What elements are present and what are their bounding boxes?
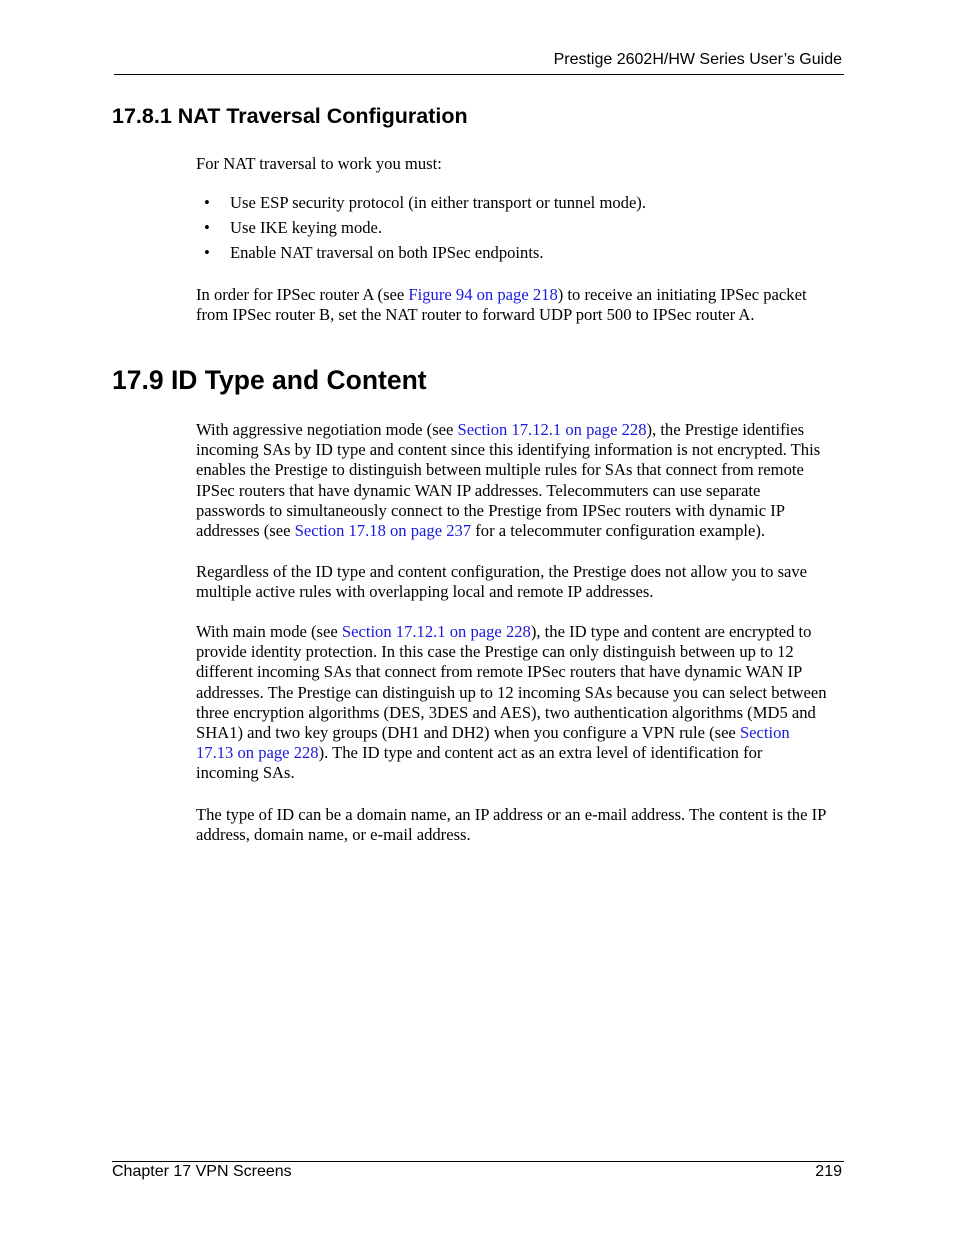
document-title: Prestige 2602H/HW Series User’s Guide — [553, 51, 842, 68]
bullet-icon: • — [204, 218, 210, 237]
list-item — [196, 218, 646, 243]
list-item-text: Enable NAT traversal on both IPSec endpoints. — [230, 243, 544, 262]
nat-requirements-list — [196, 193, 646, 268]
page-header — [114, 50, 844, 75]
page-number: 219 — [815, 1163, 842, 1180]
text-run: With aggressive negotiation mode (see — [196, 420, 458, 439]
text-line — [196, 723, 846, 743]
id-type-paragraph — [196, 805, 846, 845]
text-line: from IPSec router B, set the NAT router to forward UDP port 500 to IPSec router A. — [196, 305, 755, 325]
text-run: ) to receive an initiating IPSec packet — [557, 285, 807, 304]
text-line — [196, 743, 846, 763]
text-line — [196, 521, 846, 541]
text-line: incoming SAs by ID type and content since this identifying information is not encrypted. This — [196, 440, 821, 460]
chapter-label: Chapter 17 VPN Screens — [112, 1163, 292, 1180]
text-line: incoming SAs. — [196, 763, 295, 783]
text-line: IPSec routers that have dynamic WAN IP addresses. Telecommuters can use separate — [196, 480, 761, 500]
text-run: ), the Prestige identifies — [646, 420, 805, 439]
list-item — [196, 243, 646, 268]
nat-intro-paragraph — [196, 154, 846, 174]
section-17-13-link[interactable]: Section — [739, 723, 790, 743]
aggressive-mode-paragraph — [196, 420, 846, 541]
nat-intro-text: For NAT traversal to work you must: — [196, 154, 442, 173]
bullet-icon: • — [204, 243, 210, 262]
list-item-text: Use ESP security protocol (in either transport or tunnel mode). — [230, 193, 646, 212]
bullet-icon: • — [204, 193, 210, 212]
nat-router-paragraph — [196, 285, 846, 325]
text-run: ), the ID type and content are encrypted to — [530, 622, 812, 641]
text-run: for a telecommuter configuration example). — [471, 521, 766, 541]
section-17-12-1-link[interactable]: Section 17.12.1 on page 228 — [341, 622, 531, 641]
text-line: passwords to simultaneously connect to the Prestige from IPSec routers with dynamic IP — [196, 500, 785, 520]
section-heading-17-9: 17.9 ID Type and Content — [112, 365, 427, 395]
main-mode-paragraph — [196, 622, 846, 784]
text-line: addresses. The Prestige can distinguish up to 12 incoming SAs because you can select between — [196, 682, 827, 702]
section-17-13-link[interactable]: 17.13 on page 228 — [196, 743, 319, 763]
text-line: provide identity protection. In this case the Prestige can only distinguish between up to 12 — [196, 642, 794, 662]
text-run: addresses (see — [196, 521, 295, 541]
figure-94-link[interactable]: Figure 94 on page 218 — [408, 285, 558, 304]
overlap-paragraph — [196, 562, 846, 602]
text-line: three encryption algorithms (DES, 3DES and AES), two authentication algorithms (MD5 and — [196, 702, 816, 722]
section-17-18-link[interactable]: Section 17.18 on page 237 — [294, 521, 472, 541]
section-heading-17-8-1: 17.8.1 NAT Traversal Configuration — [112, 104, 468, 128]
text-line: different incoming SAs that connect from remote IPSec routers that have dynamic WAN IP — [196, 662, 803, 682]
text-run: With main mode (see — [196, 622, 342, 641]
section-17-12-1-link[interactable]: Section 17.12.1 on page 228 — [457, 420, 647, 439]
text-line — [196, 622, 846, 642]
text-line — [196, 285, 846, 305]
text-run: SHA1) and two key groups (DH1 and DH2) when you configure a VPN rule (see — [196, 723, 740, 743]
text-line: enables the Prestige to distinguish between multiple rules for SAs that connect from remote — [196, 460, 804, 480]
text-line: The type of ID can be a domain name, an IP address or an e-mail address. The content is the IP — [196, 805, 827, 824]
list-item — [196, 193, 646, 218]
text-line: multiple active rules with overlapping local and remote IP addresses. — [196, 582, 654, 602]
list-item-text: Use IKE keying mode. — [230, 218, 383, 237]
text-line: Regardless of the ID type and content configuration, the Prestige does not allow you to save — [196, 562, 808, 581]
text-line: address, domain name, or e-mail address. — [196, 825, 471, 845]
text-run: In order for IPSec router A (see — [196, 285, 409, 304]
text-line — [196, 420, 846, 440]
text-run: ). The ID type and content act as an extra level of identification for — [318, 743, 763, 763]
page-footer — [112, 1161, 844, 1184]
